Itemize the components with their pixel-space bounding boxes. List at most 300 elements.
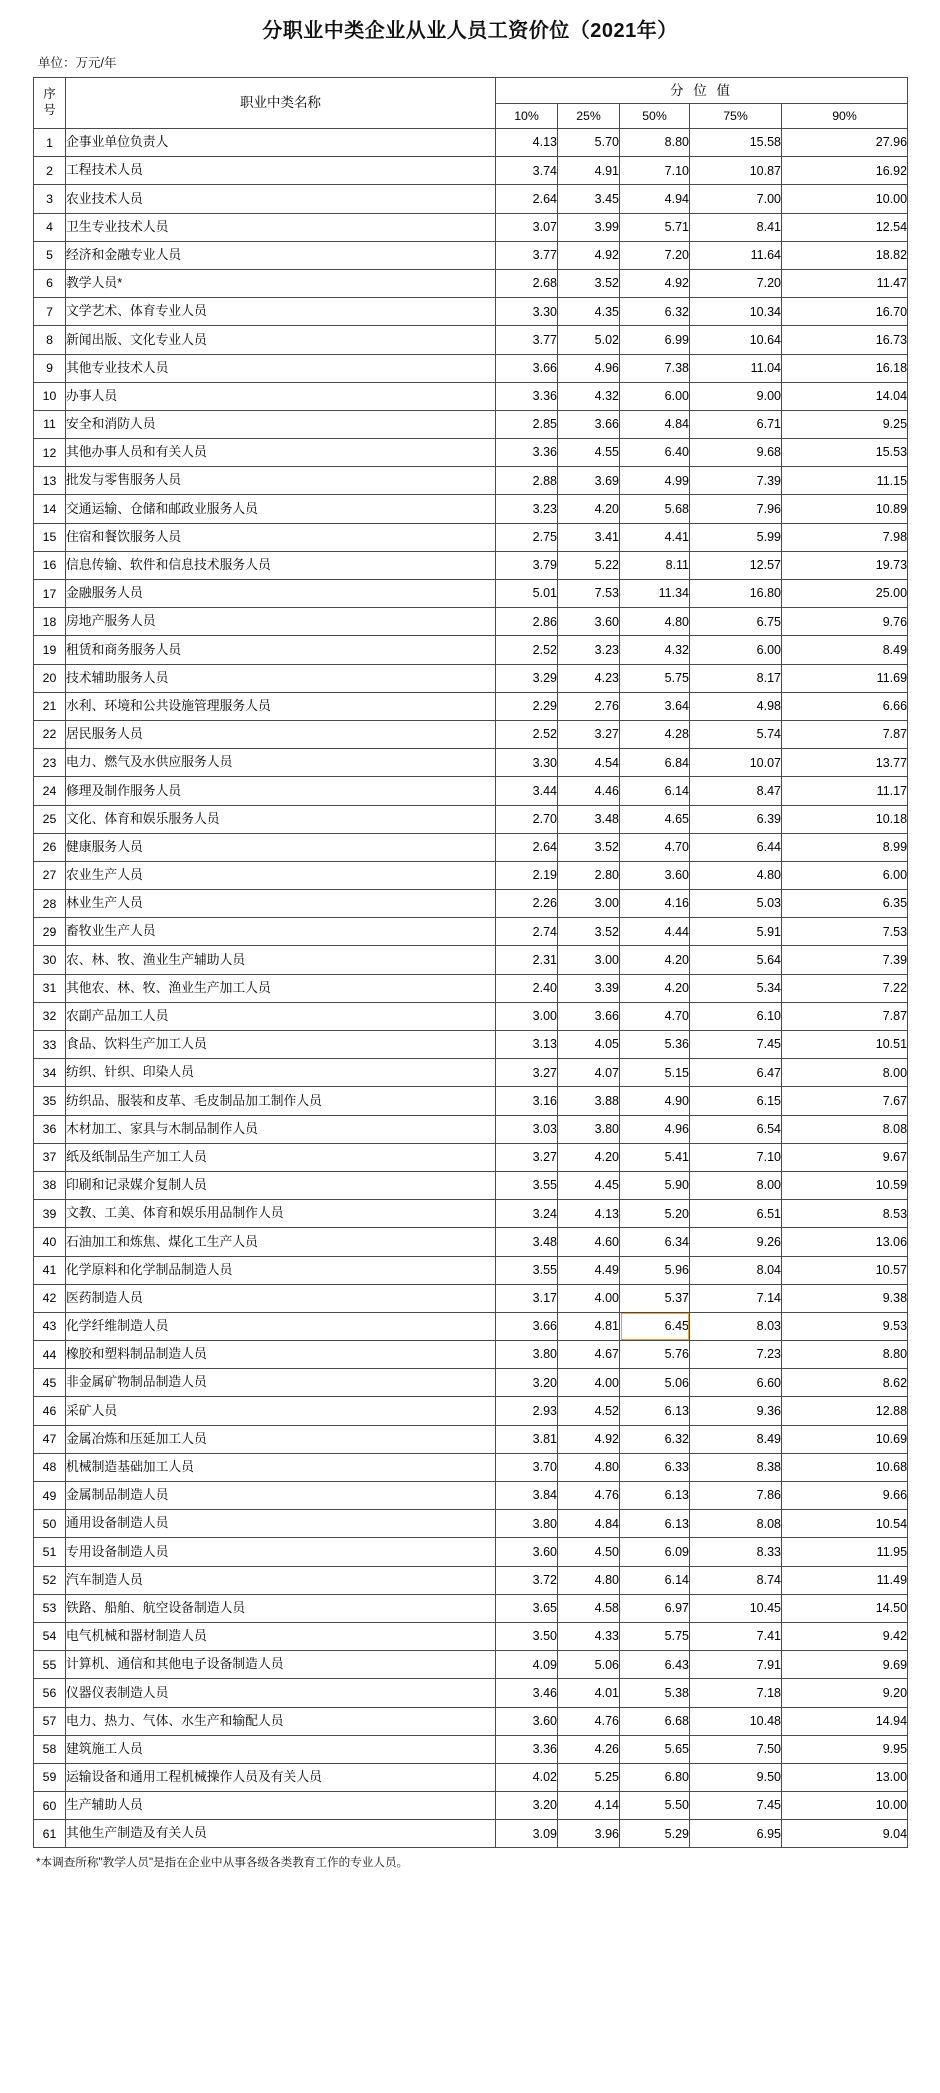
value-p75[interactable]: 6.39 [690,805,782,833]
table-row[interactable] [34,1538,908,1566]
value-p50[interactable]: 6.99 [620,326,690,354]
table-row[interactable] [34,439,908,467]
value-p10[interactable]: 2.70 [496,805,558,833]
value-p75[interactable]: 4.80 [690,861,782,889]
value-p75[interactable]: 6.00 [690,636,782,664]
value-p75[interactable]: 15.58 [690,129,782,157]
value-p10[interactable]: 3.55 [496,1256,558,1284]
value-p50[interactable]: 5.29 [620,1820,690,1848]
value-p90[interactable]: 25.00 [782,580,908,608]
value-p90[interactable]: 11.95 [782,1538,908,1566]
value-p10[interactable]: 3.00 [496,1002,558,1030]
value-p90[interactable]: 14.04 [782,382,908,410]
table-row[interactable] [34,664,908,692]
value-p50[interactable]: 5.65 [620,1735,690,1763]
value-p90[interactable]: 7.53 [782,918,908,946]
value-p50[interactable]: 4.20 [620,946,690,974]
table-row[interactable] [34,1679,908,1707]
value-p10[interactable]: 3.13 [496,1031,558,1059]
value-p25[interactable]: 4.00 [558,1369,620,1397]
table-row[interactable] [34,269,908,297]
value-p50[interactable]: 6.09 [620,1538,690,1566]
value-p75[interactable]: 5.91 [690,918,782,946]
value-p10[interactable]: 3.50 [496,1622,558,1650]
table-row[interactable] [34,636,908,664]
value-p25[interactable]: 4.14 [558,1792,620,1820]
value-p75[interactable]: 8.03 [690,1312,782,1340]
value-p25[interactable]: 4.84 [558,1510,620,1538]
table-row[interactable] [34,1312,908,1340]
value-p75[interactable]: 9.00 [690,382,782,410]
table-row[interactable] [34,551,908,579]
value-p75[interactable]: 7.18 [690,1679,782,1707]
value-p25[interactable]: 3.80 [558,1115,620,1143]
table-row[interactable] [34,1369,908,1397]
value-p75[interactable]: 8.74 [690,1566,782,1594]
value-p25[interactable]: 4.26 [558,1735,620,1763]
value-p25[interactable]: 3.52 [558,269,620,297]
value-p90[interactable]: 10.00 [782,1792,908,1820]
value-p90[interactable]: 8.53 [782,1200,908,1228]
value-p90[interactable]: 10.00 [782,185,908,213]
value-p25[interactable]: 3.27 [558,720,620,748]
value-p90[interactable]: 8.08 [782,1115,908,1143]
value-p25[interactable]: 4.80 [558,1453,620,1481]
value-p90[interactable]: 9.69 [782,1651,908,1679]
value-p50[interactable]: 5.76 [620,1341,690,1369]
value-p90[interactable]: 10.54 [782,1510,908,1538]
value-p50[interactable]: 8.11 [620,551,690,579]
value-p25[interactable]: 5.02 [558,326,620,354]
value-p10[interactable]: 3.30 [496,298,558,326]
value-p90[interactable]: 9.25 [782,410,908,438]
value-p75[interactable]: 9.36 [690,1397,782,1425]
table-row[interactable] [34,974,908,1002]
value-p90[interactable]: 6.35 [782,890,908,918]
value-p25[interactable]: 3.69 [558,467,620,495]
value-p90[interactable]: 6.00 [782,861,908,889]
value-p25[interactable]: 4.32 [558,382,620,410]
value-p90[interactable]: 9.95 [782,1735,908,1763]
value-p90[interactable]: 10.51 [782,1031,908,1059]
value-p75[interactable]: 8.08 [690,1510,782,1538]
table-row[interactable] [34,1510,908,1538]
value-p90[interactable]: 13.06 [782,1228,908,1256]
value-p90[interactable]: 27.96 [782,129,908,157]
value-p75[interactable]: 7.41 [690,1622,782,1650]
value-p25[interactable]: 4.92 [558,1425,620,1453]
value-p50[interactable]: 5.06 [620,1369,690,1397]
value-p10[interactable]: 3.46 [496,1679,558,1707]
value-p10[interactable]: 2.52 [496,720,558,748]
value-p75[interactable]: 7.96 [690,495,782,523]
value-p10[interactable]: 3.16 [496,1087,558,1115]
value-p25[interactable]: 4.76 [558,1707,620,1735]
table-row[interactable] [34,833,908,861]
value-p75[interactable]: 7.91 [690,1651,782,1679]
value-p10[interactable]: 3.03 [496,1115,558,1143]
table-row[interactable] [34,1143,908,1171]
value-p90[interactable]: 16.73 [782,326,908,354]
table-row[interactable] [34,805,908,833]
value-p75[interactable]: 6.10 [690,1002,782,1030]
value-p50[interactable]: 4.70 [620,833,690,861]
value-p10[interactable]: 3.48 [496,1228,558,1256]
value-p75[interactable]: 7.14 [690,1284,782,1312]
value-p25[interactable]: 4.07 [558,1059,620,1087]
table-row[interactable] [34,918,908,946]
value-p25[interactable]: 4.96 [558,354,620,382]
value-p50[interactable]: 5.68 [620,495,690,523]
value-p75[interactable]: 6.95 [690,1820,782,1848]
value-p90[interactable]: 11.17 [782,777,908,805]
value-p90[interactable]: 7.67 [782,1087,908,1115]
value-p10[interactable]: 2.74 [496,918,558,946]
table-row[interactable] [34,946,908,974]
value-p90[interactable]: 9.66 [782,1482,908,1510]
table-row[interactable] [34,382,908,410]
value-p25[interactable]: 3.60 [558,608,620,636]
table-row[interactable] [34,1482,908,1510]
value-p50[interactable]: 4.92 [620,269,690,297]
value-p50[interactable]: 5.36 [620,1031,690,1059]
value-p25[interactable]: 3.45 [558,185,620,213]
value-p75[interactable]: 12.57 [690,551,782,579]
value-p25[interactable]: 3.39 [558,974,620,1002]
value-p10[interactable]: 3.80 [496,1341,558,1369]
value-p90[interactable]: 7.87 [782,1002,908,1030]
value-p25[interactable]: 4.45 [558,1171,620,1199]
value-p10[interactable]: 3.77 [496,326,558,354]
value-p50[interactable]: 4.80 [620,608,690,636]
table-row[interactable] [34,692,908,720]
table-row[interactable] [34,1228,908,1256]
value-p10[interactable]: 3.23 [496,495,558,523]
value-p75[interactable]: 5.74 [690,720,782,748]
value-p50[interactable]: 6.80 [620,1763,690,1791]
value-p90[interactable]: 10.89 [782,495,908,523]
value-p75[interactable]: 8.17 [690,664,782,692]
value-p50[interactable]: 5.75 [620,664,690,692]
value-p10[interactable]: 3.20 [496,1369,558,1397]
value-p25[interactable]: 3.00 [558,890,620,918]
value-p25[interactable]: 4.01 [558,1679,620,1707]
value-p75[interactable]: 5.34 [690,974,782,1002]
value-p25[interactable]: 5.25 [558,1763,620,1791]
value-p90[interactable]: 16.92 [782,157,908,185]
value-p90[interactable]: 7.22 [782,974,908,1002]
value-p50[interactable]: 6.13 [620,1397,690,1425]
value-p10[interactable]: 3.74 [496,157,558,185]
value-p25[interactable]: 3.96 [558,1820,620,1848]
value-p90[interactable]: 6.66 [782,692,908,720]
table-row[interactable] [34,1002,908,1030]
value-p25[interactable]: 3.52 [558,918,620,946]
table-row[interactable] [34,467,908,495]
table-row[interactable] [34,608,908,636]
value-p10[interactable]: 3.81 [496,1425,558,1453]
value-p25[interactable]: 4.20 [558,495,620,523]
value-p25[interactable]: 3.88 [558,1087,620,1115]
value-p90[interactable]: 9.20 [782,1679,908,1707]
value-p50[interactable]: 11.34 [620,580,690,608]
value-p25[interactable]: 4.91 [558,157,620,185]
value-p50[interactable]: 4.16 [620,890,690,918]
value-p75[interactable]: 6.44 [690,833,782,861]
value-p50[interactable]: 6.97 [620,1594,690,1622]
value-p90[interactable]: 9.38 [782,1284,908,1312]
value-p25[interactable]: 4.60 [558,1228,620,1256]
value-p50[interactable]: 4.32 [620,636,690,664]
value-p10[interactable]: 3.66 [496,354,558,382]
value-p90[interactable]: 11.49 [782,1566,908,1594]
table-row[interactable] [34,241,908,269]
value-p50[interactable]: 6.32 [620,298,690,326]
value-p90[interactable]: 7.98 [782,523,908,551]
value-p50[interactable]: 6.13 [620,1510,690,1538]
value-p25[interactable]: 4.33 [558,1622,620,1650]
value-p90[interactable]: 11.15 [782,467,908,495]
value-p25[interactable]: 3.99 [558,213,620,241]
value-p10[interactable]: 3.36 [496,439,558,467]
value-p90[interactable]: 19.73 [782,551,908,579]
value-p50[interactable]: 5.15 [620,1059,690,1087]
value-p50[interactable]: 4.44 [620,918,690,946]
value-p75[interactable]: 9.26 [690,1228,782,1256]
value-p25[interactable]: 4.20 [558,1143,620,1171]
value-p10[interactable]: 2.19 [496,861,558,889]
value-p50[interactable]: 5.96 [620,1256,690,1284]
table-row[interactable] [34,1820,908,1848]
value-p90[interactable]: 11.47 [782,269,908,297]
value-p75[interactable]: 8.38 [690,1453,782,1481]
value-p50[interactable]: 5.38 [620,1679,690,1707]
value-p10[interactable]: 3.66 [496,1312,558,1340]
table-row[interactable] [34,1059,908,1087]
value-p25[interactable]: 4.80 [558,1566,620,1594]
value-p90[interactable]: 13.00 [782,1763,908,1791]
value-p75[interactable]: 6.71 [690,410,782,438]
value-p50[interactable]: 4.90 [620,1087,690,1115]
value-p50[interactable]: 6.13 [620,1482,690,1510]
value-p25[interactable]: 4.81 [558,1312,620,1340]
table-row[interactable] [34,1735,908,1763]
table-row[interactable] [34,213,908,241]
value-p25[interactable]: 4.46 [558,777,620,805]
value-p25[interactable]: 7.53 [558,580,620,608]
value-p10[interactable]: 2.26 [496,890,558,918]
value-p10[interactable]: 3.27 [496,1143,558,1171]
value-p90[interactable]: 9.42 [782,1622,908,1650]
value-p90[interactable]: 16.70 [782,298,908,326]
value-p10[interactable]: 3.72 [496,1566,558,1594]
table-row[interactable] [34,720,908,748]
value-p75[interactable]: 7.20 [690,269,782,297]
value-p25[interactable]: 4.23 [558,664,620,692]
value-p10[interactable]: 3.07 [496,213,558,241]
value-p90[interactable]: 9.53 [782,1312,908,1340]
value-p10[interactable]: 3.84 [496,1482,558,1510]
value-p90[interactable]: 8.62 [782,1369,908,1397]
value-p10[interactable]: 2.85 [496,410,558,438]
value-p50[interactable]: 5.90 [620,1171,690,1199]
value-p25[interactable]: 4.92 [558,241,620,269]
value-p10[interactable]: 3.30 [496,749,558,777]
value-p50[interactable]: 4.84 [620,410,690,438]
value-p50[interactable]: 6.34 [620,1228,690,1256]
value-p75[interactable]: 10.34 [690,298,782,326]
table-row[interactable] [34,523,908,551]
value-p50[interactable]: 6.00 [620,382,690,410]
table-row[interactable] [34,157,908,185]
value-p10[interactable]: 3.80 [496,1510,558,1538]
value-p90[interactable]: 8.00 [782,1059,908,1087]
value-p10[interactable]: 2.86 [496,608,558,636]
value-p10[interactable]: 4.02 [496,1763,558,1791]
value-p10[interactable]: 3.36 [496,382,558,410]
value-p75[interactable]: 7.23 [690,1341,782,1369]
value-p90[interactable]: 13.77 [782,749,908,777]
value-p25[interactable]: 3.41 [558,523,620,551]
value-p10[interactable]: 3.77 [496,241,558,269]
table-row[interactable] [34,1566,908,1594]
value-p75[interactable]: 7.10 [690,1143,782,1171]
value-p25[interactable]: 4.50 [558,1538,620,1566]
value-p90[interactable]: 9.04 [782,1820,908,1848]
value-p50[interactable]: 4.41 [620,523,690,551]
table-row[interactable] [34,1792,908,1820]
table-row[interactable] [34,890,908,918]
table-row[interactable] [34,1397,908,1425]
value-p75[interactable]: 8.33 [690,1538,782,1566]
value-p25[interactable]: 3.23 [558,636,620,664]
value-p10[interactable]: 3.60 [496,1707,558,1735]
value-p25[interactable]: 4.13 [558,1200,620,1228]
value-p90[interactable]: 8.99 [782,833,908,861]
value-p10[interactable]: 3.55 [496,1171,558,1199]
value-p10[interactable]: 2.64 [496,833,558,861]
value-p10[interactable]: 3.20 [496,1792,558,1820]
value-p90[interactable]: 15.53 [782,439,908,467]
value-p75[interactable]: 10.87 [690,157,782,185]
value-p50[interactable]: 6.68 [620,1707,690,1735]
value-p10[interactable]: 2.40 [496,974,558,1002]
value-p75[interactable]: 6.15 [690,1087,782,1115]
value-p90[interactable]: 10.57 [782,1256,908,1284]
value-p10[interactable]: 3.29 [496,664,558,692]
value-p75[interactable]: 5.03 [690,890,782,918]
value-p50[interactable]: 6.32 [620,1425,690,1453]
value-p10[interactable]: 2.88 [496,467,558,495]
table-row[interactable] [34,298,908,326]
table-row[interactable] [34,1284,908,1312]
value-p50[interactable]: 6.43 [620,1651,690,1679]
value-p75[interactable]: 6.47 [690,1059,782,1087]
value-p75[interactable]: 10.64 [690,326,782,354]
value-p90[interactable]: 14.50 [782,1594,908,1622]
value-p10[interactable]: 2.29 [496,692,558,720]
value-p50[interactable]: 5.37 [620,1284,690,1312]
value-p90[interactable]: 9.76 [782,608,908,636]
value-p25[interactable]: 3.00 [558,946,620,974]
value-p90[interactable]: 18.82 [782,241,908,269]
value-p75[interactable]: 6.54 [690,1115,782,1143]
value-p10[interactable]: 5.01 [496,580,558,608]
value-p10[interactable]: 2.52 [496,636,558,664]
value-p50[interactable]: 5.50 [620,1792,690,1820]
value-p25[interactable]: 4.54 [558,749,620,777]
value-p90[interactable]: 12.54 [782,213,908,241]
value-p75[interactable]: 7.50 [690,1735,782,1763]
value-p50[interactable]: 8.80 [620,129,690,157]
value-p90[interactable]: 7.87 [782,720,908,748]
table-row[interactable] [34,1031,908,1059]
value-p75[interactable]: 11.64 [690,241,782,269]
table-row[interactable] [34,1763,908,1791]
value-p10[interactable]: 3.79 [496,551,558,579]
value-p90[interactable]: 7.39 [782,946,908,974]
table-row[interactable] [34,185,908,213]
value-p50[interactable]: 6.84 [620,749,690,777]
value-p75[interactable]: 10.48 [690,1707,782,1735]
value-p25[interactable]: 2.76 [558,692,620,720]
value-p10[interactable]: 3.60 [496,1538,558,1566]
value-p10[interactable]: 4.09 [496,1651,558,1679]
table-row[interactable] [34,1087,908,1115]
table-row[interactable] [34,1200,908,1228]
value-p50[interactable]: 6.14 [620,777,690,805]
table-row[interactable] [34,749,908,777]
table-row[interactable] [34,495,908,523]
value-p50[interactable]: 5.20 [620,1200,690,1228]
value-p50[interactable]: 4.20 [620,974,690,1002]
table-row[interactable] [34,777,908,805]
table-row[interactable] [34,1256,908,1284]
value-p90[interactable]: 16.18 [782,354,908,382]
table-row[interactable] [34,1115,908,1143]
value-p10[interactable]: 4.13 [496,129,558,157]
value-p90[interactable]: 11.69 [782,664,908,692]
value-p75[interactable]: 16.80 [690,580,782,608]
value-p25[interactable]: 4.49 [558,1256,620,1284]
value-p25[interactable]: 4.52 [558,1397,620,1425]
value-p50[interactable]: 7.10 [620,157,690,185]
table-row[interactable] [34,410,908,438]
table-row[interactable] [34,1622,908,1650]
value-p50[interactable]: 5.71 [620,213,690,241]
value-p50[interactable]: 4.70 [620,1002,690,1030]
value-p10[interactable]: 3.24 [496,1200,558,1228]
value-p75[interactable]: 8.41 [690,213,782,241]
value-p75[interactable]: 8.47 [690,777,782,805]
value-p10[interactable]: 2.75 [496,523,558,551]
value-p90[interactable]: 9.67 [782,1143,908,1171]
value-p10[interactable]: 3.36 [496,1735,558,1763]
value-p25[interactable]: 5.22 [558,551,620,579]
value-p50[interactable]: 4.65 [620,805,690,833]
value-p10[interactable]: 2.93 [496,1397,558,1425]
value-p10[interactable]: 2.31 [496,946,558,974]
value-p50[interactable]: 4.28 [620,720,690,748]
value-p50-selected[interactable]: 6.45 [620,1312,690,1340]
value-p25[interactable]: 4.35 [558,298,620,326]
value-p10[interactable]: 2.68 [496,269,558,297]
table-row[interactable] [34,1425,908,1453]
value-p90[interactable]: 10.68 [782,1453,908,1481]
value-p50[interactable]: 6.14 [620,1566,690,1594]
value-p50[interactable]: 3.60 [620,861,690,889]
value-p75[interactable]: 7.45 [690,1031,782,1059]
